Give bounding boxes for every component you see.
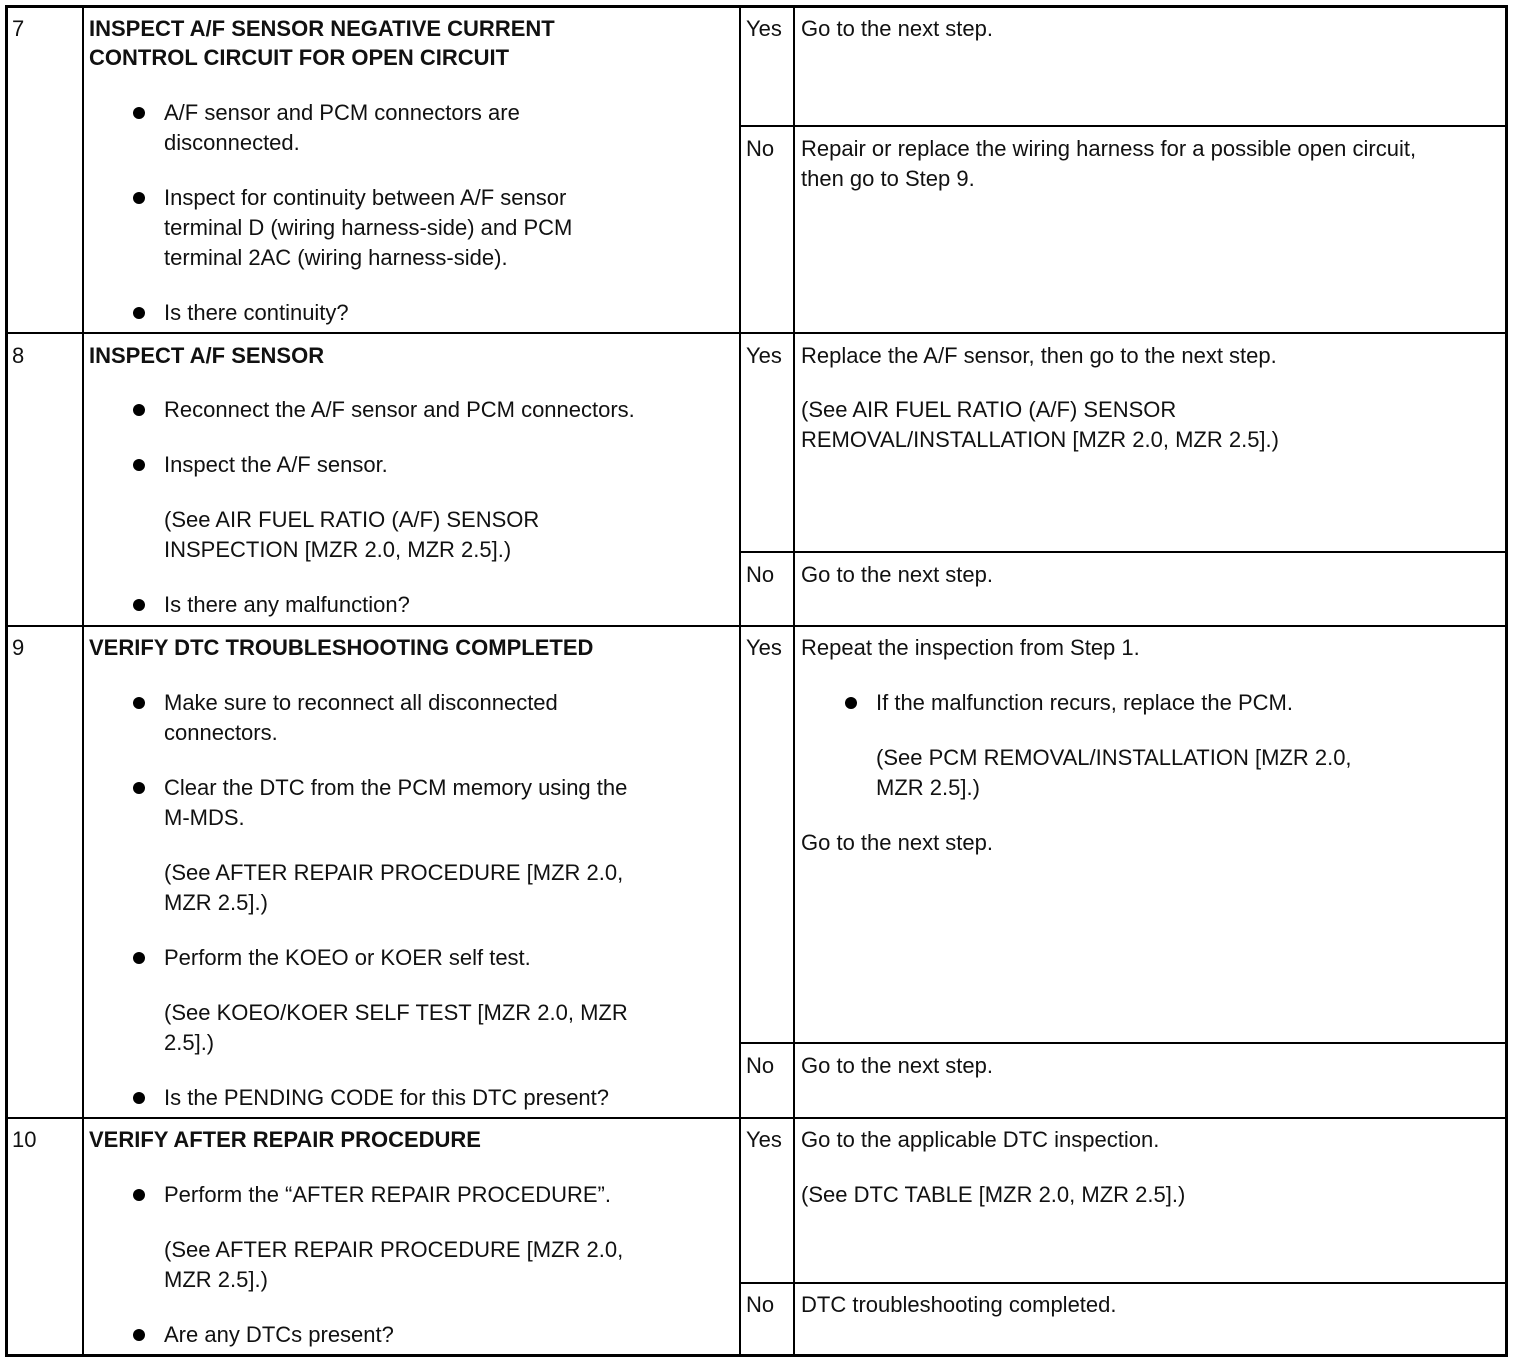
yes-label: Yes <box>746 1127 782 1152</box>
yes-no-divider-9 <box>739 1042 1508 1044</box>
bullet-text: Reconnect the A/F sensor and PCM connectors. <box>164 397 635 422</box>
row-divider-7-8 <box>5 332 1508 334</box>
step-heading: INSPECT A/F SENSOR NEGATIVE CURRENT <box>89 16 555 41</box>
bullet-icon <box>133 192 145 204</box>
yes-result: Go to the next step. <box>801 16 994 41</box>
table-border-left <box>5 5 8 1357</box>
bullet-text: Are any DTCs present? <box>164 1322 394 1347</box>
no-label: No <box>746 1053 775 1078</box>
reference-text: (See AIR FUEL RATIO (A/F) SENSOR <box>164 507 540 532</box>
yes-no-divider-8 <box>739 551 1508 553</box>
bullet-text: M-MDS. <box>164 805 245 830</box>
reference-text: REMOVAL/INSTALLATION [MZR 2.0, MZR 2.5].) <box>801 427 1279 452</box>
bullet-icon <box>133 952 145 964</box>
bullet-icon <box>133 307 145 319</box>
step-heading: INSPECT A/F SENSOR <box>89 343 325 368</box>
bullet-text: Is there continuity? <box>164 300 349 325</box>
yes-label: Yes <box>746 16 782 41</box>
reference-text: 2.5].) <box>164 1030 215 1055</box>
step-number: 7 <box>12 16 25 41</box>
step-number: 8 <box>12 343 25 368</box>
bullet-text: Clear the DTC from the PCM memory using the <box>164 775 628 800</box>
bullet-text: Make sure to reconnect all disconnected <box>164 690 558 715</box>
table-border-right <box>1505 5 1508 1357</box>
bullet-text: connectors. <box>164 720 278 745</box>
reference-text: (See KOEO/KOER SELF TEST [MZR 2.0, MZR <box>164 1000 628 1025</box>
bullet-text: terminal 2AC (wiring harness-side). <box>164 245 508 270</box>
no-result: Go to the next step. <box>801 1053 994 1078</box>
bullet-icon <box>133 599 145 611</box>
bullet-icon <box>133 1189 145 1201</box>
step-heading: CONTROL CIRCUIT FOR OPEN CIRCUIT <box>89 45 510 70</box>
reference-text: MZR 2.5].) <box>164 1267 268 1292</box>
column-divider-answer <box>793 5 795 1357</box>
yes-no-divider-10 <box>739 1282 1508 1284</box>
row-divider-8-9 <box>5 625 1508 627</box>
yes-no-divider-7 <box>739 125 1508 127</box>
bullet-icon <box>845 697 857 709</box>
bullet-icon <box>133 107 145 119</box>
column-divider-step <box>82 5 84 1357</box>
no-result: Go to the next step. <box>801 562 994 587</box>
table-border-bottom <box>5 1354 1508 1357</box>
bullet-icon <box>133 404 145 416</box>
yes-label: Yes <box>746 343 782 368</box>
yes-result: Go to the applicable DTC inspection. <box>801 1127 1160 1152</box>
reference-text: (See AIR FUEL RATIO (A/F) SENSOR <box>801 397 1177 422</box>
no-result: Repair or replace the wiring harness for a possible open circuit, <box>801 136 1417 161</box>
bullet-icon <box>133 1329 145 1341</box>
bullet-text: disconnected. <box>164 130 300 155</box>
no-label: No <box>746 1292 775 1317</box>
no-label: No <box>746 136 775 161</box>
bullet-text: terminal D (wiring harness-side) and PCM <box>164 215 573 240</box>
bullet-text: Inspect for continuity between A/F sensor <box>164 185 567 210</box>
bullet-text: Perform the KOEO or KOER self test. <box>164 945 531 970</box>
bullet-text: A/F sensor and PCM connectors are <box>164 100 520 125</box>
no-result: DTC troubleshooting completed. <box>801 1292 1117 1317</box>
column-divider-action <box>739 5 741 1357</box>
no-label: No <box>746 562 775 587</box>
bullet-icon <box>133 697 145 709</box>
bullet-text: Is there any malfunction? <box>164 592 410 617</box>
reference-text: (See AFTER REPAIR PROCEDURE [MZR 2.0, <box>164 860 624 885</box>
reference-text: MZR 2.5].) <box>164 890 268 915</box>
table-border-top <box>5 5 1508 8</box>
yes-result: Go to the next step. <box>801 830 994 855</box>
yes-result: Repeat the inspection from Step 1. <box>801 635 1140 660</box>
yes-result: Replace the A/F sensor, then go to the next step. <box>801 343 1277 368</box>
reference-text: (See DTC TABLE [MZR 2.0, MZR 2.5].) <box>801 1182 1186 1207</box>
row-divider-9-10 <box>5 1117 1508 1119</box>
yes-label: Yes <box>746 635 782 660</box>
reference-text: (See PCM REMOVAL/INSTALLATION [MZR 2.0, <box>876 745 1352 770</box>
reference-text: INSPECTION [MZR 2.0, MZR 2.5].) <box>164 537 512 562</box>
step-number: 10 <box>12 1127 37 1152</box>
reference-text: MZR 2.5].) <box>876 775 980 800</box>
step-heading: VERIFY AFTER REPAIR PROCEDURE <box>89 1127 481 1152</box>
step-heading: VERIFY DTC TROUBLESHOOTING COMPLETED <box>89 635 594 660</box>
step-number: 9 <box>12 635 25 660</box>
no-result: then go to Step 9. <box>801 166 975 191</box>
reference-text: (See AFTER REPAIR PROCEDURE [MZR 2.0, <box>164 1237 624 1262</box>
bullet-text: If the malfunction recurs, replace the PCM. <box>876 690 1293 715</box>
bullet-icon <box>133 782 145 794</box>
bullet-text: Perform the “AFTER REPAIR PROCEDURE”. <box>164 1182 611 1207</box>
bullet-icon <box>133 459 145 471</box>
bullet-icon <box>133 1092 145 1104</box>
bullet-text: Is the PENDING CODE for this DTC present? <box>164 1085 610 1110</box>
bullet-text: Inspect the A/F sensor. <box>164 452 388 477</box>
